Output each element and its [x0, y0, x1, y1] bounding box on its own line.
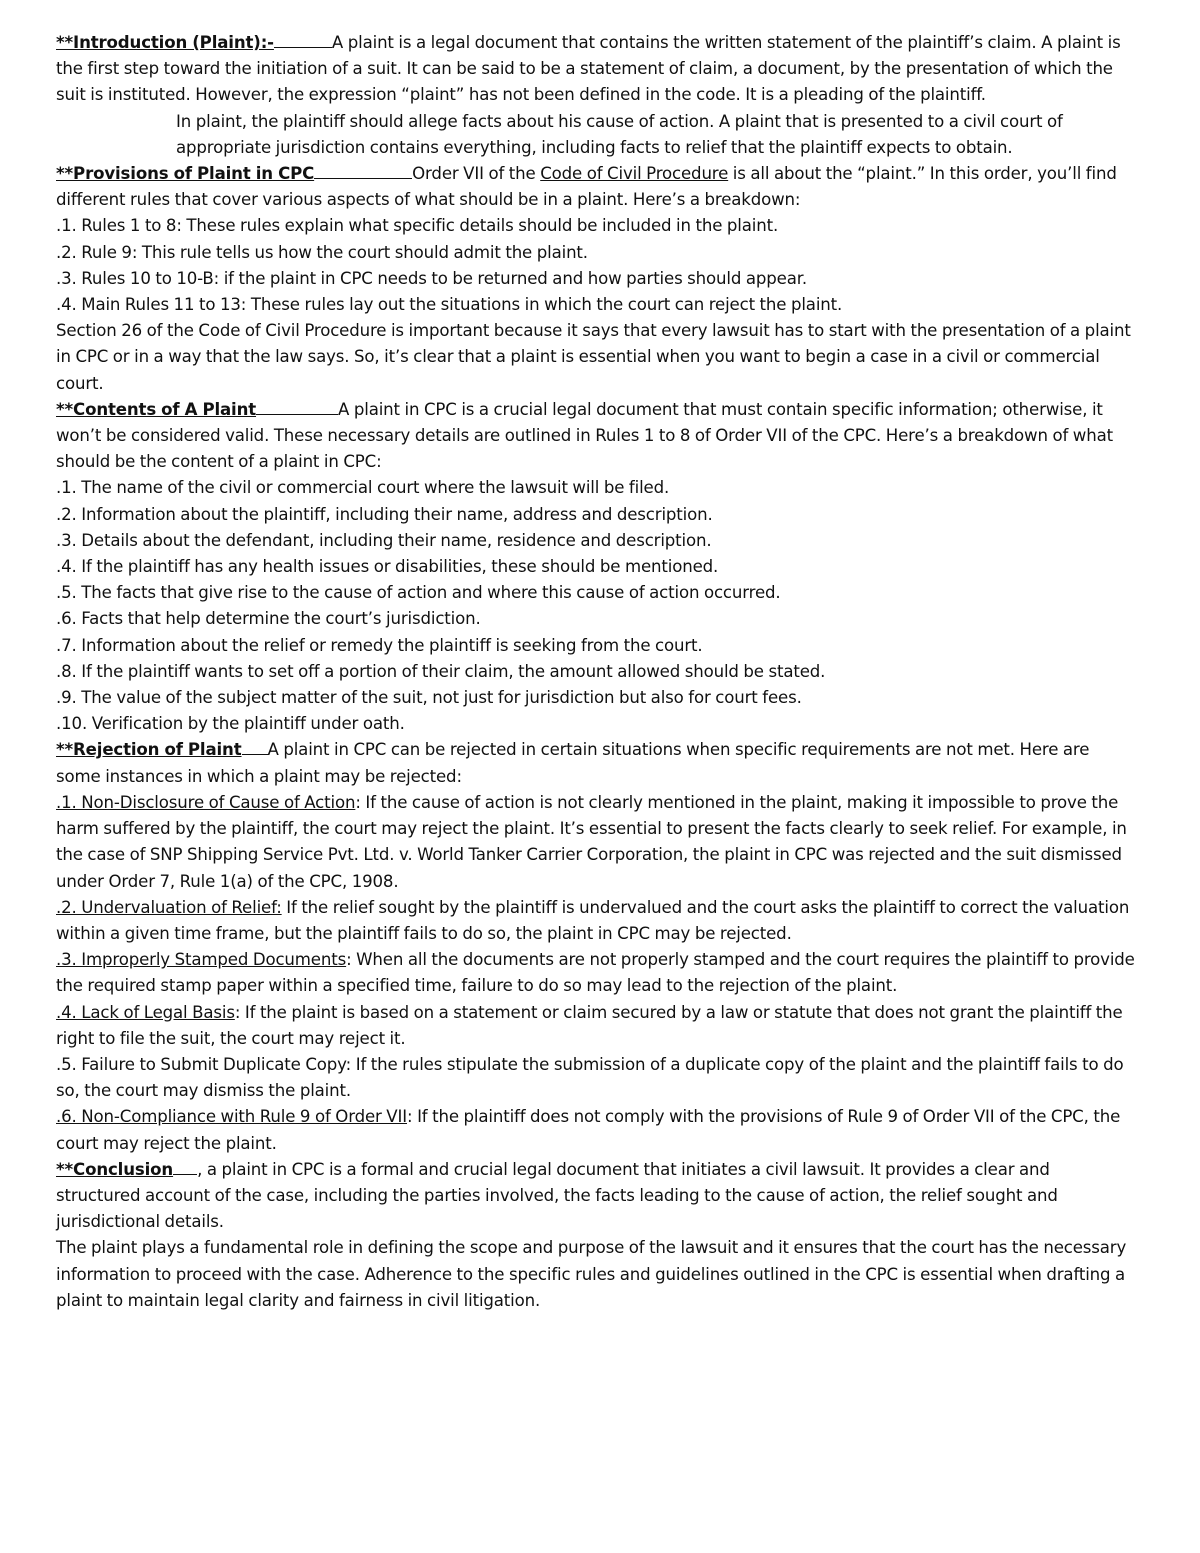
list-item	[56, 1104, 1136, 1156]
list-item: .1. Rules 1 to 8: These rules explain what specific details should be included in the plaint.	[56, 216, 779, 236]
item-label: .3. Improperly Stamped Documents	[56, 950, 347, 970]
provisions-heading: **Provisions of Plaint in CPC	[56, 164, 315, 184]
item-text: : If the plaintiff does not comply with the provisions of Rule 9 of Order VII of the CPC, the court may reject the plaint.	[56, 1107, 1121, 1153]
heading-rule	[256, 400, 338, 415]
list-item	[56, 895, 1136, 947]
contents-paragraph	[56, 397, 1136, 476]
list-item: .2. Rule 9: This rule tells us how the court should admit the plaint.	[56, 242, 588, 262]
cpc-link[interactable]: Code of Civil Procedure	[540, 164, 729, 184]
item-text: If the relief sought by the plaintiff is undervalued and the court asks the plaintiff to correct the valuation within a given time frame, but the plaintiff fails to do so, the plaint in CPC may be rejected.	[56, 897, 1130, 943]
heading-rule	[173, 1160, 197, 1175]
list-item: .1. The name of the civil or commercial court where the lawsuit will be filed.	[56, 478, 670, 498]
intro-paragraph-2: In plaint, the plaintiff should allege facts about his cause of action. A plaint that is presented to a civil court of appropriate jurisdiction contains everything, including facts to relief that the plaintiff expects to obtain.	[176, 111, 1063, 157]
item-text: : If the cause of action is not clearly mentioned in the plaint, making it impossible to prove the harm suffered by the plaintiff, the court may reject the plaint. It’s essential to present the facts clearly to seek relief. For example, in the case of SNP Shipping Service Pvt. Ltd. v. World Tanker Carrier Corporation, the plaint in CPC was rejected and the suit dismissed under Order 7, Rule 1(a) of the CPC, 1908.	[56, 792, 1127, 891]
rejection-intro: A plaint in CPC can be rejected in certain situations when specific requirements are not met. Here are some instances in which a plaint may be rejected:	[56, 740, 1090, 786]
section-26-paragraph: Section 26 of the Code of Civil Procedure is important because it says that every lawsuit has to start with the presentation of a plaint in CPC or in a way that the law says. So, it’s clear that a plaint is essential when you want to begin a case in a civil or commercial court.	[56, 321, 1131, 393]
list-item: .8. If the plaintiff wants to set off a portion of their claim, the amount allowed should be stated.	[56, 661, 826, 681]
provisions-text-a: Order VII of the	[412, 164, 541, 184]
item-label: .6. Non-Compliance with Rule 9 of Order VII	[56, 1107, 407, 1127]
list-item: .3. Details about the defendant, including their name, residence and description.	[56, 530, 712, 550]
list-item	[56, 947, 1136, 999]
item-label: .2. Undervaluation of Relief:	[56, 897, 282, 917]
rejection-paragraph	[56, 737, 1136, 789]
provisions-paragraph	[56, 161, 1136, 213]
contents-heading: **Contents of A Plaint	[56, 399, 257, 419]
list-item	[56, 1052, 1136, 1104]
list-item	[56, 1000, 1136, 1052]
list-item	[56, 790, 1136, 895]
list-item: .5. The facts that give rise to the cause of action and where this cause of action occurred.	[56, 583, 781, 603]
list-item: .10. Verification by the plaintiff under oath.	[56, 714, 405, 734]
intro-paragraph	[56, 30, 1136, 109]
conclusion-paragraph-2: The plaint plays a fundamental role in defining the scope and purpose of the lawsuit and it ensures that the court has the necessary information to proceed with the case. Adherence to the specific rules and guidelines outlined in the CPC is essential when drafting a plaint to maintain legal clarity and fairness in civil litigation.	[56, 1238, 1127, 1310]
list-item: .7. Information about the relief or remedy the plaintiff is seeking from the court.	[56, 635, 703, 655]
conclusion-heading: **Conclusion	[56, 1159, 174, 1179]
conclusion-paragraph	[56, 1157, 1136, 1236]
list-item: .6. Facts that help determine the court’s jurisdiction.	[56, 609, 481, 629]
list-item: .4. Main Rules 11 to 13: These rules lay out the situations in which the court can reject the plaint.	[56, 295, 843, 315]
document-page	[56, 30, 1136, 1314]
item-text: .5. Failure to Submit Duplicate Copy: If the rules stipulate the submission of a duplicate copy of the plaint and the plaintiff fails to do so, the court may dismiss the plaint.	[56, 1054, 1124, 1101]
provisions-text-b: is all about the “plaint.” In this order, you’ll find different rules that cover various aspects of what should be in a plaint. Here’s a breakdown:	[56, 164, 1117, 210]
heading-rule	[314, 164, 412, 179]
conclusion-text: , a plaint in CPC is a formal and crucial legal document that initiates a civil lawsuit. It provides a clear and structured account of the case, including the parties involved, the facts leading to the cause of action, the relief sought and jurisdictional details.	[56, 1159, 1058, 1232]
item-label: .4. Lack of Legal Basis	[56, 1002, 235, 1022]
intro-heading: **Introduction (Plaint):-	[56, 33, 274, 52]
rejection-heading: **Rejection of Plaint	[56, 740, 242, 760]
heading-rule	[274, 33, 332, 48]
list-item: .4. If the plaintiff has any health issues or disabilities, these should be mentioned.	[56, 557, 719, 577]
item-label: .1. Non-Disclosure of Cause of Action	[56, 792, 356, 812]
list-item: .2. Information about the plaintiff, including their name, address and description.	[56, 504, 713, 524]
list-item: .3. Rules 10 to 10-B: if the plaint in CPC needs to be returned and how parties should appear.	[56, 268, 808, 288]
item-text: : When all the documents are not properly stamped and the court requires the plaintiff to provide the required stamp paper within a specified time, failure to do so may lead to the rejection of the plaint.	[56, 950, 1135, 996]
list-item: .9. The value of the subject matter of the suit, not just for jurisdiction but also for court fees.	[56, 688, 802, 708]
item-text: : If the plaint is based on a statement or claim secured by a law or statute that does not grant the plaintiff the right to file the suit, the court may reject it.	[56, 1002, 1123, 1048]
heading-rule	[242, 740, 268, 755]
contents-intro: A plaint in CPC is a crucial legal document that must contain specific information; otherwise, it won’t be considered valid. These necessary details are outlined in Rules 1 to 8 of Order VII of the CPC. Here’s a breakdown of what should be the content of a plaint in CPC:	[56, 399, 1113, 472]
intro-text: A plaint is a legal document that contains the written statement of the plaintiff’s claim. A plaint is the first step toward the initiation of a suit. It can be said to be a statement of claim, a document, by the presentation of which the suit is instituted. However, the expression “plaint” has not been defined in the code. It is a pleading of the plaintiff.	[56, 33, 1121, 105]
